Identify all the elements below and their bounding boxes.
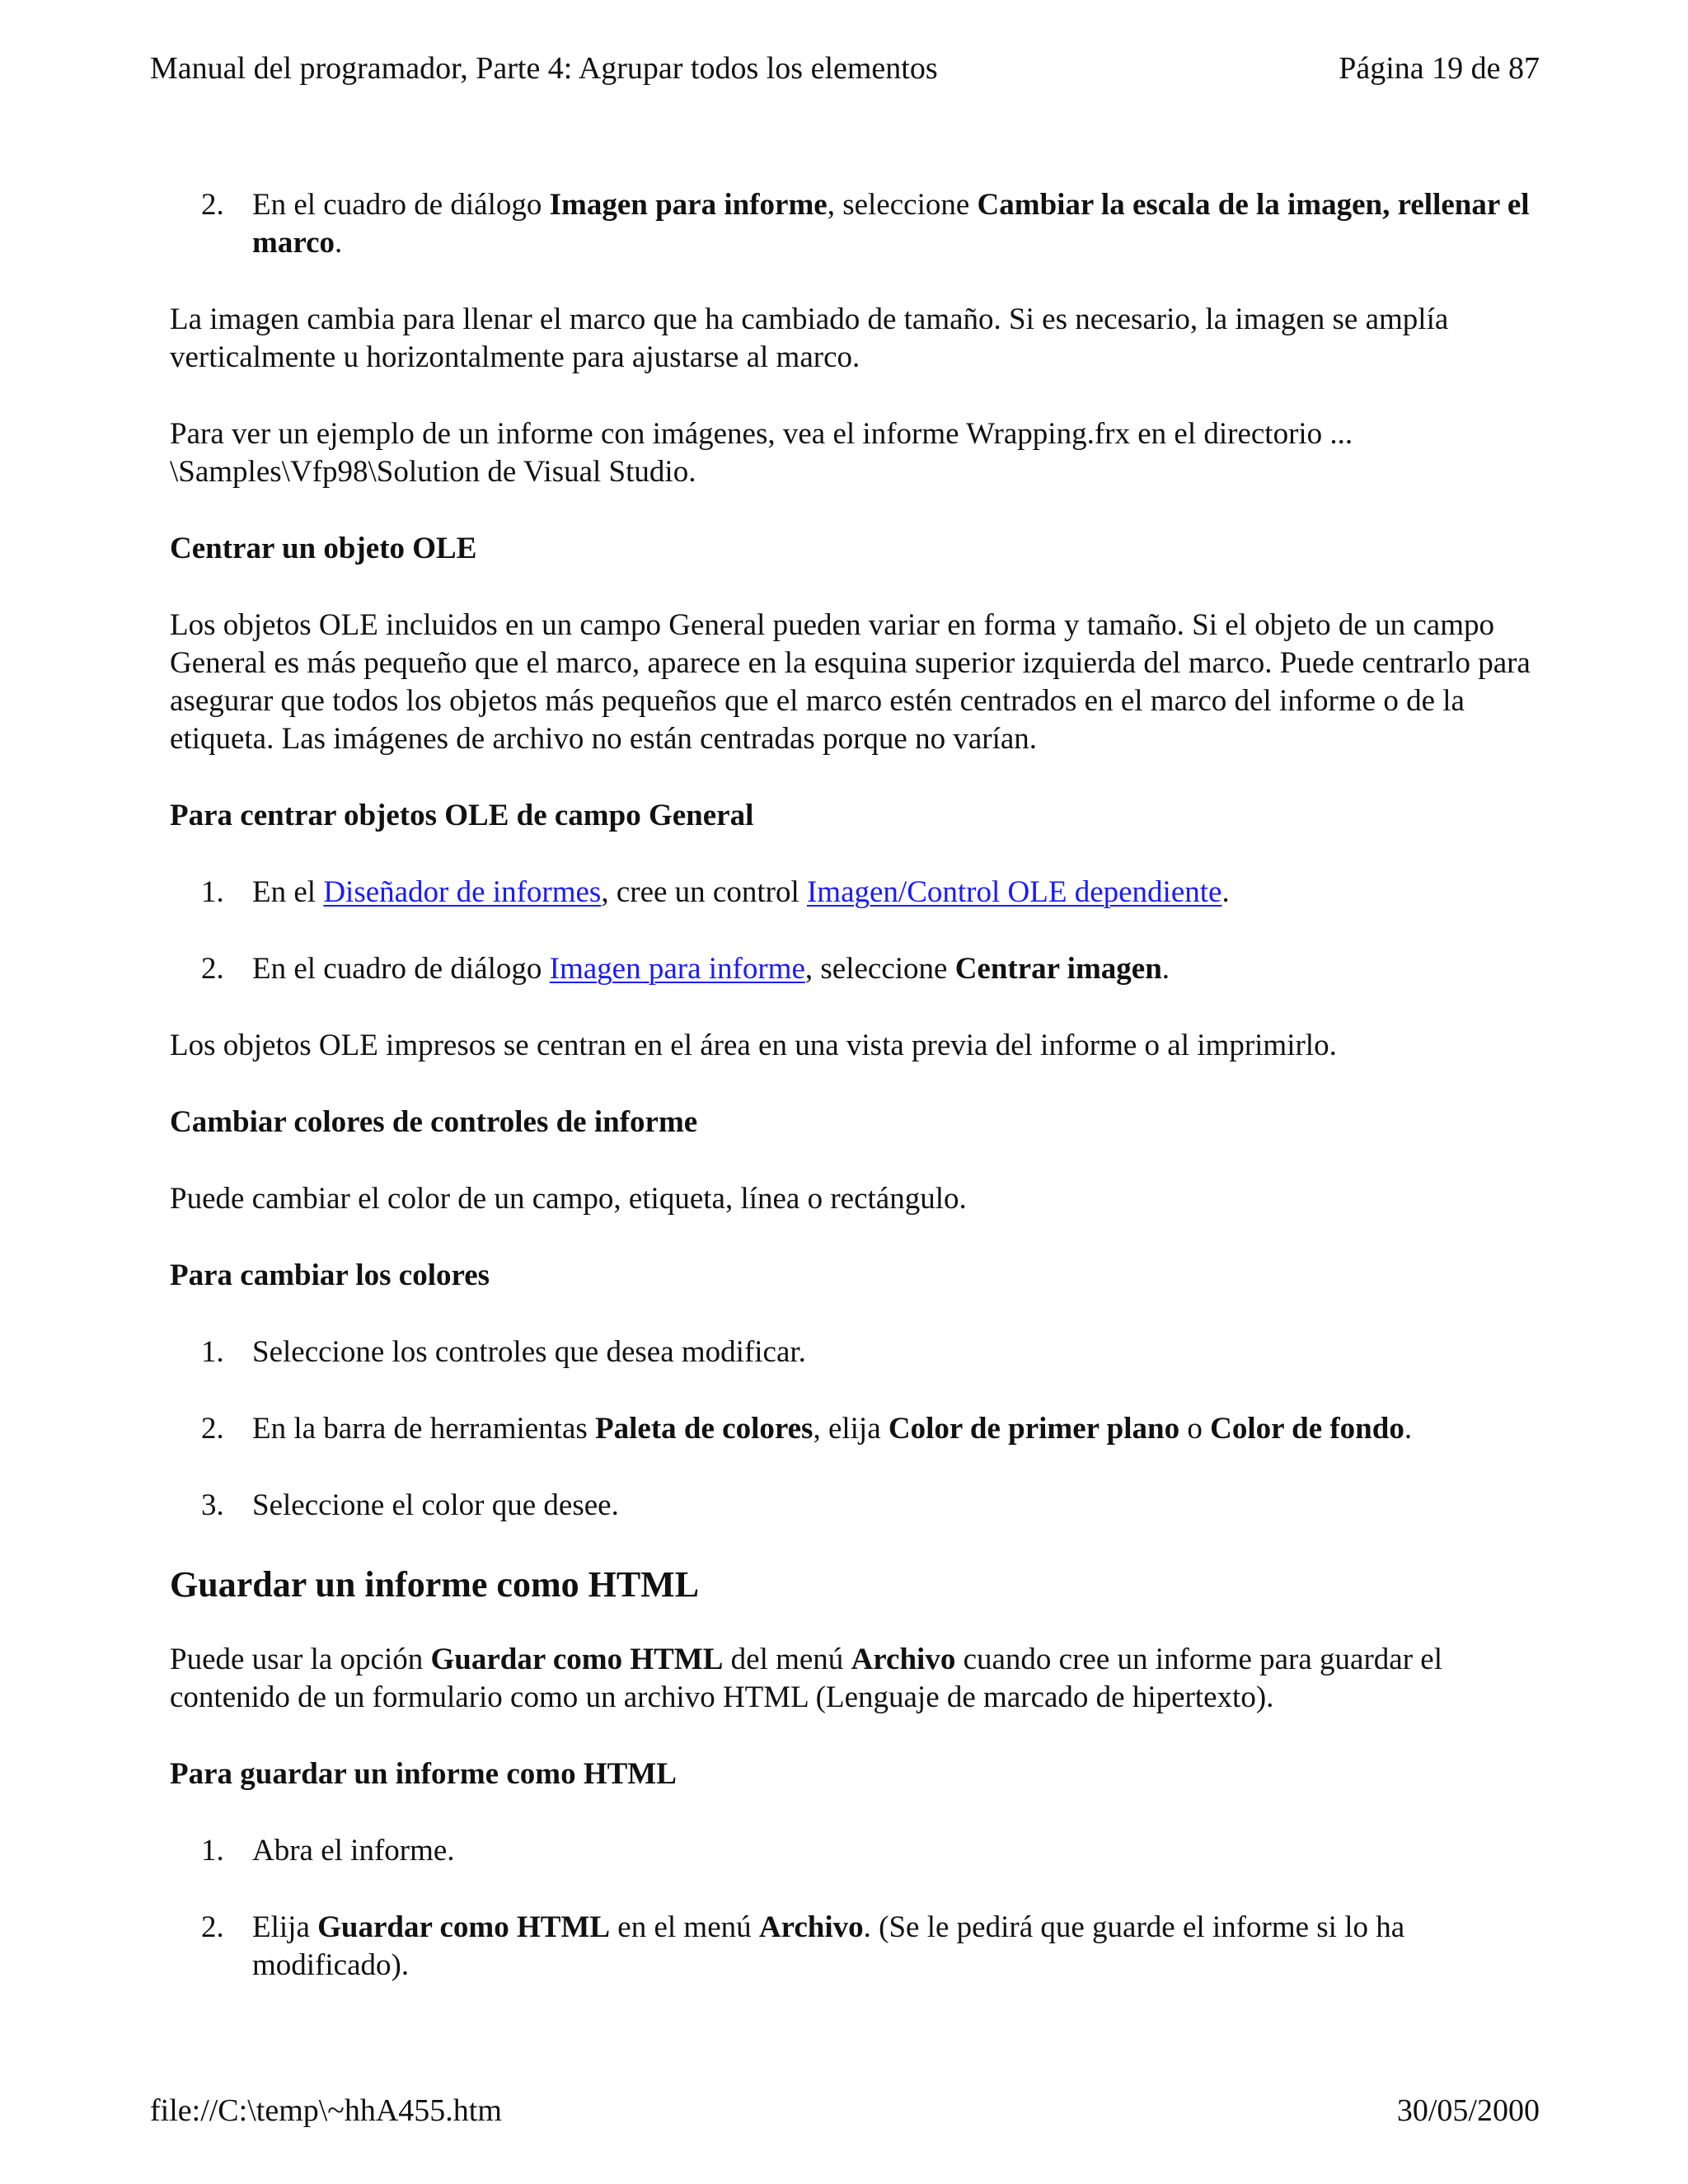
list-number: 1.: [201, 875, 224, 909]
list-number: 3.: [201, 1488, 224, 1522]
paragraph: Los objetos OLE impresos se centran en el área en una vista previa del informe o al imprimirlo.: [170, 1029, 1337, 1062]
list-number: 2.: [201, 1910, 224, 1944]
section-heading: Cambiar colores de controles de informe: [170, 1105, 698, 1139]
list-item: 3. Seleccione el color que desee.: [170, 1487, 1540, 1525]
paragraph: Para ver un ejemplo de un informe con imágenes, vea el informe Wrapping.frx en el directorio ... \Samples\Vfp98\Solution de Visual Studio.: [170, 417, 1353, 489]
procedure-heading: Para cambiar los colores: [170, 1258, 490, 1292]
steps-image-scale: [170, 186, 1540, 262]
file-path: file://C:\temp\~hhA455.htm: [150, 2093, 502, 2128]
list-item: 1. En el Diseñador de informes, cree un control Imagen/Control OLE dependiente.: [170, 874, 1540, 912]
procedure-heading: Para guardar un informe como HTML: [170, 1757, 677, 1791]
list-number: 2.: [201, 952, 224, 986]
print-date: 30/05/2000: [1396, 2093, 1540, 2128]
paragraph: Puede cambiar el color de un campo, etiqueta, línea o rectángulo.: [170, 1182, 967, 1216]
topic-heading: Guardar un informe como HTML: [170, 1564, 700, 1605]
link-ole-bound-control[interactable]: Imagen/Control OLE dependiente: [806, 875, 1222, 909]
page-header: [150, 49, 1540, 87]
list-number: 1.: [201, 1834, 224, 1868]
steps-center-ole: [170, 874, 1540, 988]
list-item: 2. En la barra de herramientas Paleta de colores, elija Color de primer plano o Color de fondo.: [170, 1410, 1540, 1448]
list-item: 1. Seleccione los controles que desea modificar.: [170, 1333, 1540, 1371]
page-footer: [150, 2092, 1540, 2130]
page-number: Página 19 de 87: [1339, 51, 1540, 86]
steps-save-html: [170, 1832, 1540, 1985]
list-item: 2. En el cuadro de diálogo Imagen para informe, seleccione Cambiar la escala de la imagen, rellenar el marco.: [170, 186, 1540, 262]
list-number: 2.: [201, 1412, 224, 1446]
list-item: 1. Abra el informe.: [170, 1832, 1540, 1870]
paragraph: Puede usar la opción Guardar como HTML del menú Archivo cuando cree un informe para guardar el contenido de un formulario como un archivo HTML (Lenguaje de marcado de hipertexto).: [170, 1643, 1442, 1714]
link-report-designer[interactable]: Diseñador de informes: [323, 875, 602, 909]
list-number: 2.: [201, 188, 224, 222]
paragraph: La imagen cambia para llenar el marco que ha cambiado de tamaño. Si es necesario, la imagen se amplía verticalmente u horizontalmente para ajustarse al marco.: [170, 302, 1449, 374]
procedure-heading: Para centrar objetos OLE de campo General: [170, 799, 754, 832]
section-heading: Centrar un objeto OLE: [170, 532, 477, 565]
document-title: Manual del programador, Parte 4: Agrupar todos los elementos: [150, 51, 938, 86]
list-item: 2. Elija Guardar como HTML en el menú Archivo. (Se le pedirá que guarde el informe si lo ha modificado).: [170, 1909, 1540, 1985]
document-body: [170, 186, 1540, 2023]
paragraph: Los objetos OLE incluidos en un campo General pueden variar en forma y tamaño. Si el objeto de un campo General es más pequeño que el marco, aparece en la esquina superior izquierda del marco. Puede centrarlo para asegurar que todos los objetos más pequeños que el marco estén centrados en el marco del informe o de la etiqueta. Las imágenes de archivo no están centradas porque no varían.: [170, 608, 1531, 756]
list-item: 2. En el cuadro de diálogo Imagen para informe, seleccione Centrar imagen.: [170, 950, 1540, 988]
link-report-picture-dialog[interactable]: Imagen para informe: [549, 952, 805, 986]
steps-change-colors: [170, 1333, 1540, 1525]
list-number: 1.: [201, 1335, 224, 1369]
